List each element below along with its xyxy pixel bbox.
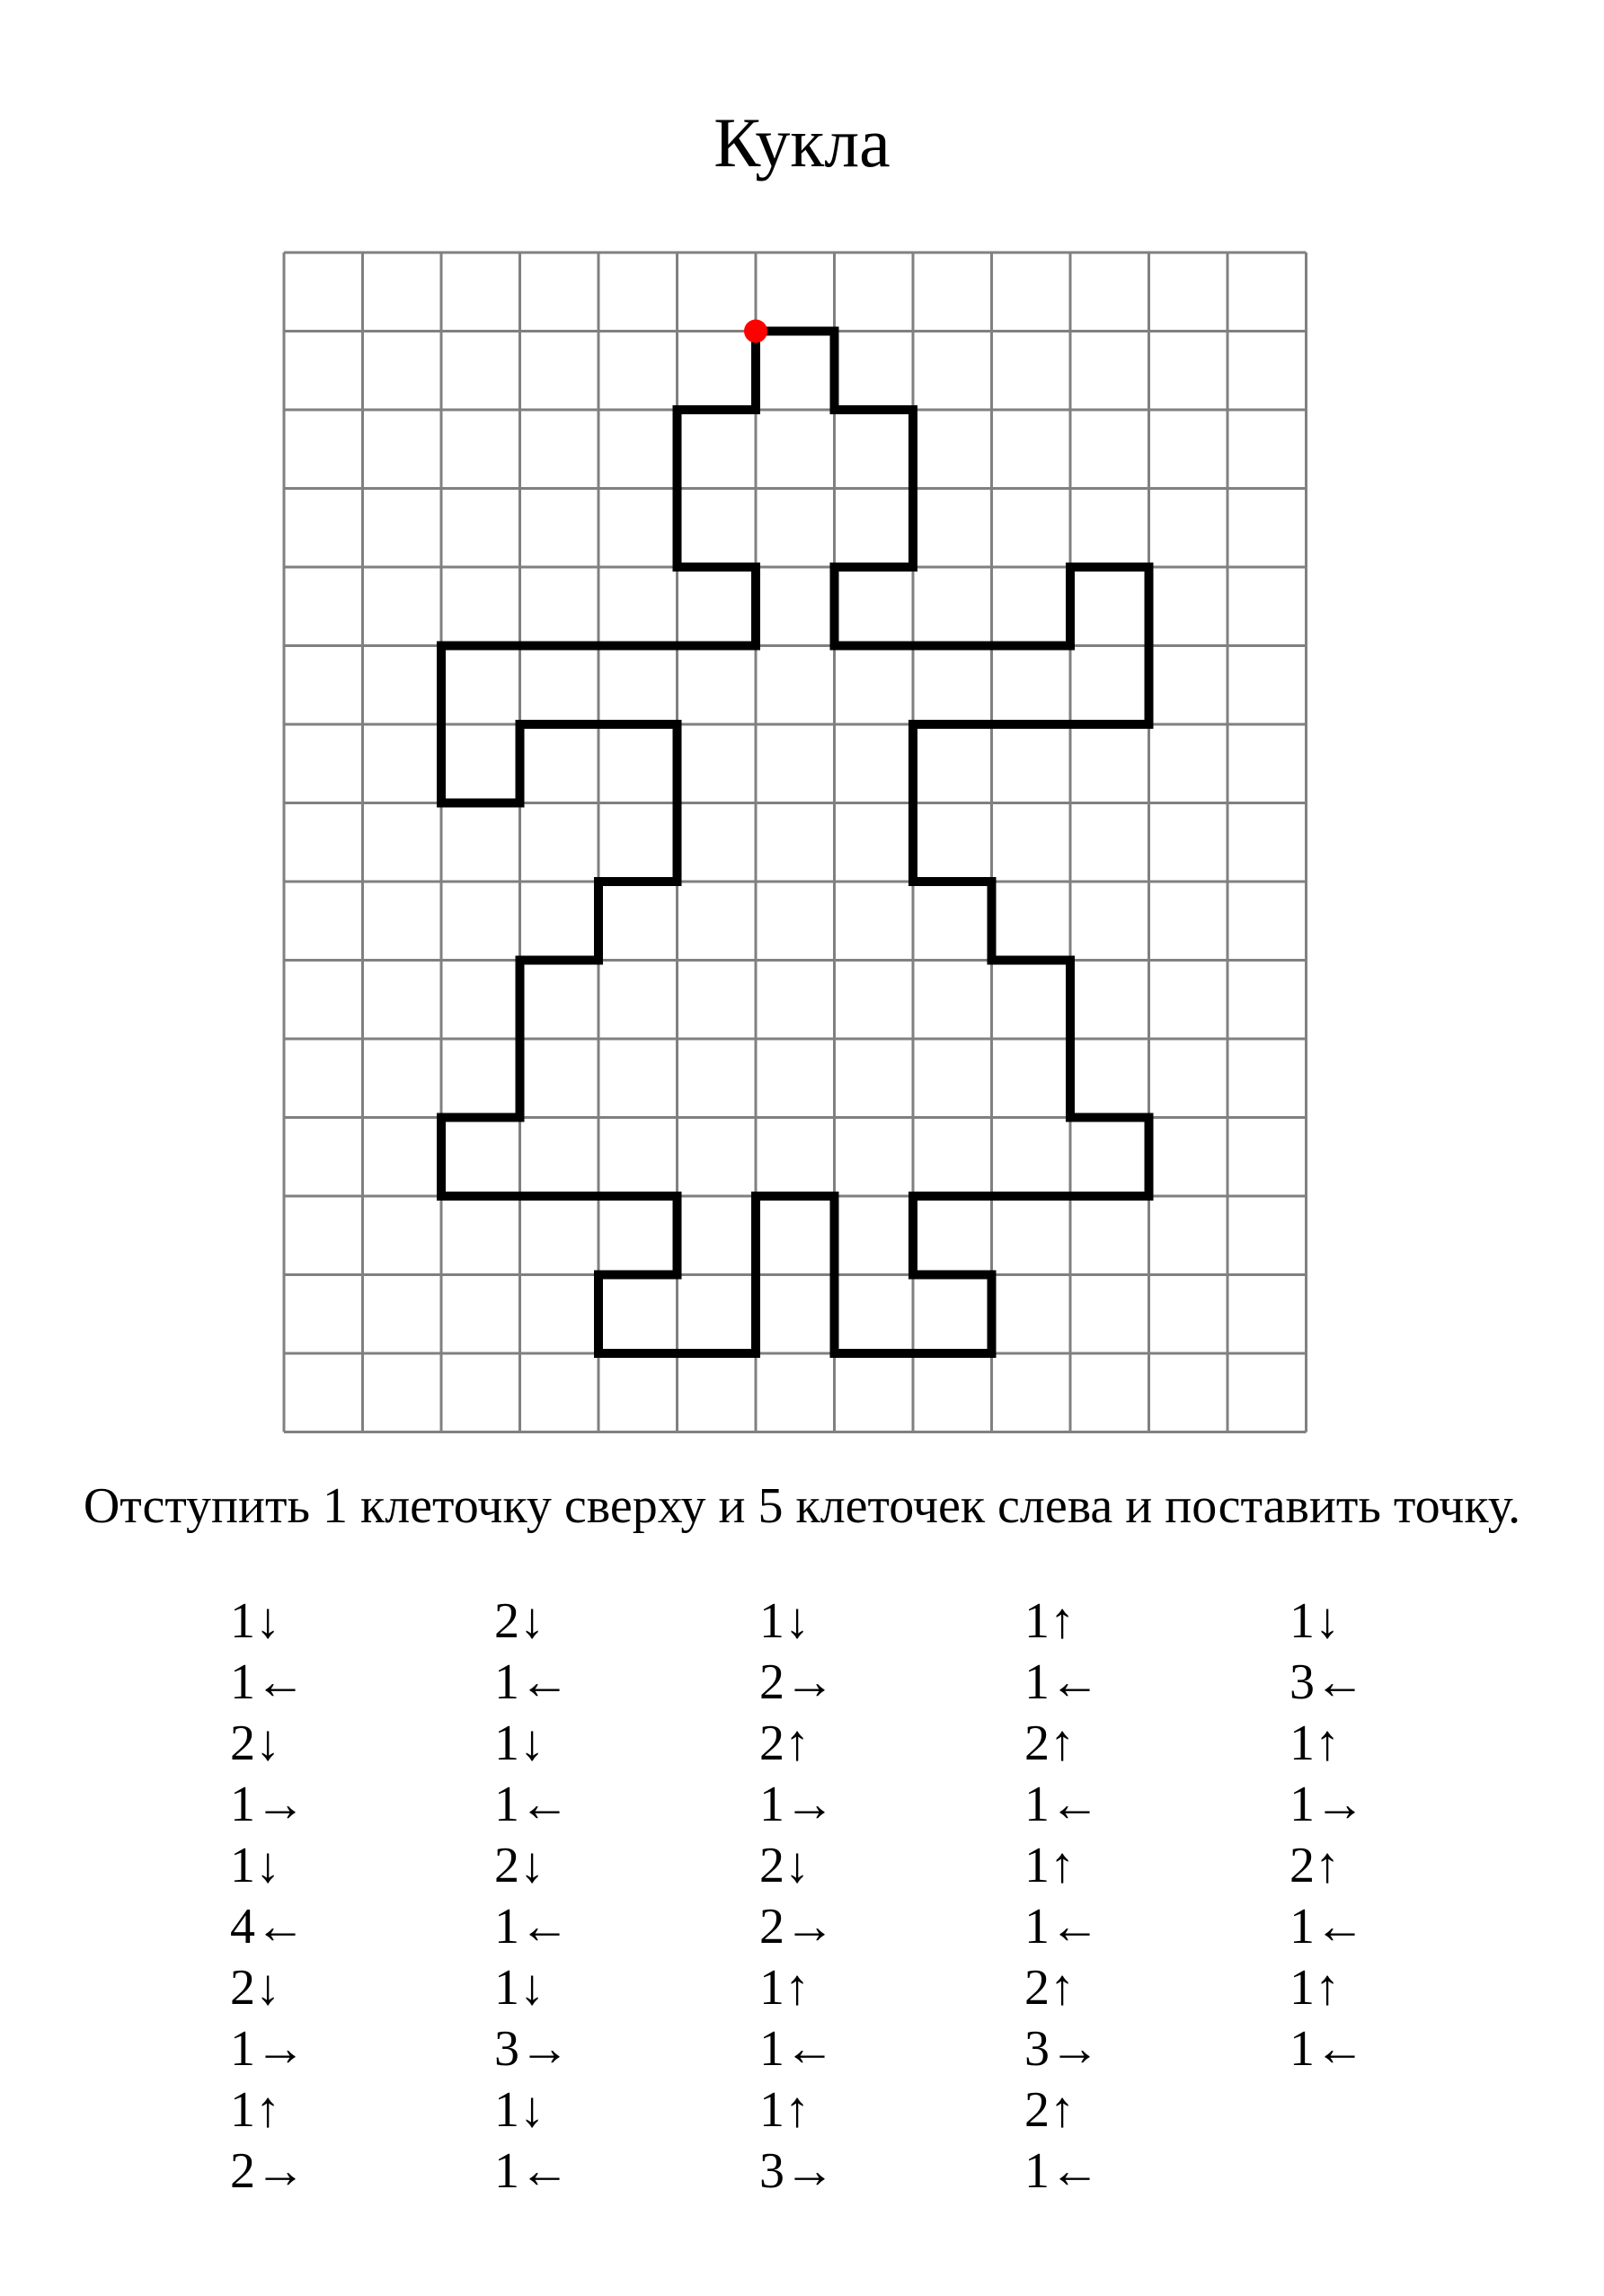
step-instruction: 2→ — [759, 1654, 835, 1710]
step-instruction: 3→ — [759, 2143, 835, 2199]
step-instruction: 1↓ — [1289, 1593, 1340, 1649]
step-instruction: 1→ — [1289, 1777, 1365, 1832]
start-dot — [744, 320, 767, 343]
step-instruction: 1↑ — [230, 2082, 280, 2138]
step-instruction: 2↑ — [1024, 1960, 1075, 2016]
step-instruction: 1← — [494, 2143, 570, 2199]
step-instruction: 4← — [230, 1899, 306, 1955]
step-instruction: 1← — [1024, 1899, 1100, 1955]
doll-outline — [441, 332, 1149, 1354]
step-instruction: 1← — [1024, 1654, 1100, 1710]
step-instruction: 3→ — [1024, 2021, 1100, 2077]
step-instruction: 1← — [494, 1899, 570, 1955]
step-instruction: 2↓ — [494, 1593, 545, 1649]
step-instruction: 2↓ — [494, 1838, 545, 1893]
worksheet-title: Кукла — [713, 103, 891, 182]
step-instruction: 1→ — [230, 1777, 306, 1832]
step-column — [230, 1591, 306, 2202]
step-instruction: 1↑ — [1289, 1960, 1340, 2016]
step-instruction: 1→ — [230, 2021, 306, 2077]
step-instruction: 1← — [1024, 1777, 1100, 1832]
step-instruction: 2↓ — [759, 1838, 810, 1893]
step-instruction: 2↑ — [1024, 1715, 1075, 1771]
instruction-text: Отступить 1 клеточку сверху и 5 клеточек слева и поставить точку. — [83, 1478, 1521, 1534]
step-instruction: 1↑ — [1024, 1593, 1075, 1649]
step-instruction: 1← — [494, 1777, 570, 1832]
step-instruction: 2↑ — [1024, 2082, 1075, 2138]
step-instruction: 3← — [1289, 1654, 1365, 1710]
step-instruction: 1↓ — [494, 1960, 545, 2016]
step-instruction: 2↑ — [759, 1715, 810, 1771]
step-instruction: 3→ — [494, 2021, 570, 2077]
step-instruction: 1← — [1024, 2143, 1100, 2199]
step-instruction: 1← — [1289, 1899, 1365, 1955]
step-instruction: 1→ — [759, 1777, 835, 1832]
step-instruction: 1↓ — [494, 2082, 545, 2138]
step-instruction: 2→ — [230, 2143, 306, 2199]
step-instruction: 1↓ — [230, 1838, 280, 1893]
step-instruction: 2↓ — [230, 1715, 280, 1771]
step-instruction: 2↓ — [230, 1960, 280, 2016]
step-column — [759, 1591, 835, 2202]
step-instruction: 1← — [230, 1654, 306, 1710]
step-instruction: 1↑ — [1289, 1715, 1340, 1771]
step-instruction: 1↓ — [759, 1593, 810, 1649]
step-instruction: 1↓ — [230, 1593, 280, 1649]
step-instruction: 2↑ — [1289, 1838, 1340, 1893]
grid-lines — [284, 253, 1307, 1432]
step-column — [494, 1591, 570, 2202]
step-instruction: 1↓ — [494, 1715, 545, 1771]
step-instruction: 1↑ — [759, 1960, 810, 2016]
step-instruction: 1↑ — [759, 2082, 810, 2138]
step-instruction: 1← — [1289, 2021, 1365, 2077]
step-column — [1024, 1591, 1100, 2202]
step-instruction: 1← — [759, 2021, 835, 2077]
step-instruction: 1← — [494, 1654, 570, 1710]
step-instruction: 2→ — [759, 1899, 835, 1955]
step-instruction: 1↑ — [1024, 1838, 1075, 1893]
step-column — [1289, 1591, 1365, 2079]
